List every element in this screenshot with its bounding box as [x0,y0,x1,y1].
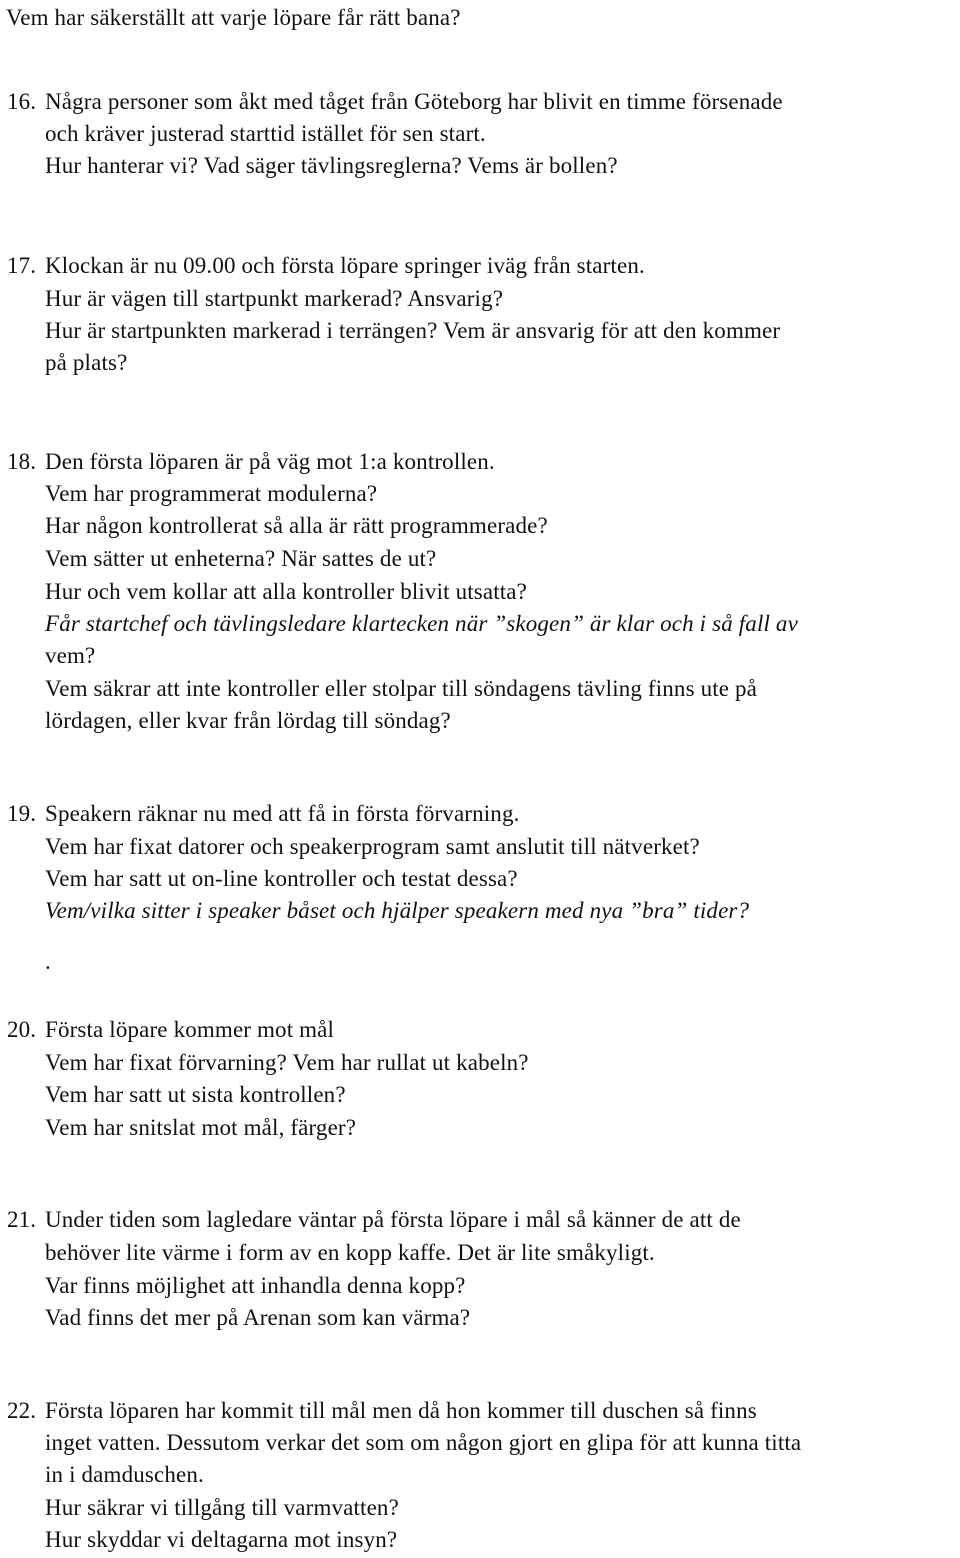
item-21-line-2: behöver lite värme i form av en kopp kaffe. Det är lite småkyligt. [45,1240,655,1265]
item-18-line-8: Vem säkrar att inte kontroller eller stolpar till söndagens tävling finns ute på [45,676,758,701]
item-17-line-2: Hur är vägen till startpunkt markerad? Ansvarig? [45,286,504,311]
item-17-number: 17. [7,253,37,278]
intro-line: Vem har säkerställt att varje löpare får rätt bana? [6,5,461,30]
item-16-number: 16. [7,89,37,114]
item-22-number: 22. [7,1398,37,1423]
item-18-text: Den första löparen är på väg mot 1:a kontrollen. [45,449,495,474]
item-18-line-4: Vem sätter ut enheterna? När sattes de ut? [45,546,437,571]
item-18-number: 18. [7,449,37,474]
item-18-line-2: Vem har programmerat modulerna? [45,481,378,506]
item-17-text: Klockan är nu 09.00 och första löpare springer iväg från starten. [45,253,645,278]
item-19-line-3: Vem har satt ut on-line kontroller och testat dessa? [45,866,518,891]
item-20-line-4: Vem har snitslat mot mål, färger? [45,1115,357,1140]
item-18-line-5: Hur och vem kollar att alla kontroller blivit utsatta? [45,579,528,604]
item-21-line-4: Vad finns det mer på Arenan som kan värma? [45,1305,471,1330]
item-20-text: Första löpare kommer mot mål [45,1017,335,1042]
item-17-line-1 [7,250,645,283]
item-18-line-6: Får startchef och tävlingsledare klartecken när ”skogen” är klar och i så fall av [45,611,798,636]
item-16-line-1 [7,86,783,119]
item-19-line-5: . [45,949,51,974]
item-22-text: Första löparen har kommit till mål men då hon kommer till duschen så finns [45,1398,757,1423]
item-21-text: Under tiden som lagledare väntar på första löpare i mål så känner de att de [45,1207,741,1232]
item-19-number: 19. [7,801,37,826]
item-19-text: Speakern räknar nu med att få in första förvarning. [45,801,520,826]
item-19-line-4: Vem/vilka sitter i speaker båset och hjälper speakern med nya ”bra” tider? [45,898,750,923]
item-17-line-3: Hur är startpunkten markerad i terrängen? Vem är ansvarig för att den kommer [45,318,781,343]
item-21-line-1 [7,1204,741,1237]
item-22-line-5: Hur skyddar vi deltagarna mot insyn? [45,1527,398,1552]
item-22-line-4: Hur säkrar vi tillgång till varmvatten? [45,1495,399,1520]
item-18-line-7: vem? [45,643,96,668]
item-18-line-1 [7,446,495,479]
item-20-line-1 [7,1014,335,1047]
item-19-line-1 [7,798,520,831]
item-16-text: Några personer som åkt med tåget från Göteborg har blivit en timme försenade [45,89,783,114]
item-22-line-2: inget vatten. Dessutom verkar det som om någon gjort en glipa för att kunna titta [45,1430,802,1455]
item-20-line-2: Vem har fixat förvarning? Vem har rullat ut kabeln? [45,1050,529,1075]
item-18-line-9: lördagen, eller kvar från lördag till söndag? [45,708,451,733]
item-21-number: 21. [7,1207,37,1232]
item-17-line-4: på plats? [45,350,128,375]
item-20-number: 20. [7,1017,37,1042]
item-21-line-3: Var finns möjlighet att inhandla denna kopp? [45,1273,466,1298]
item-16-line-2: och kräver justerad starttid istället för sen start. [45,121,486,146]
item-22-line-3: in i damduschen. [45,1462,204,1487]
item-16-line-3: Hur hanterar vi? Vad säger tävlingsreglerna? Vems är bollen? [45,153,618,178]
item-19-line-2: Vem har fixat datorer och speakerprogram samt anslutit till nätverket? [45,834,700,859]
item-20-line-3: Vem har satt ut sista kontrollen? [45,1082,346,1107]
item-22-line-1 [7,1395,757,1428]
item-18-line-3: Har någon kontrollerat så alla är rätt programmerade? [45,513,548,538]
